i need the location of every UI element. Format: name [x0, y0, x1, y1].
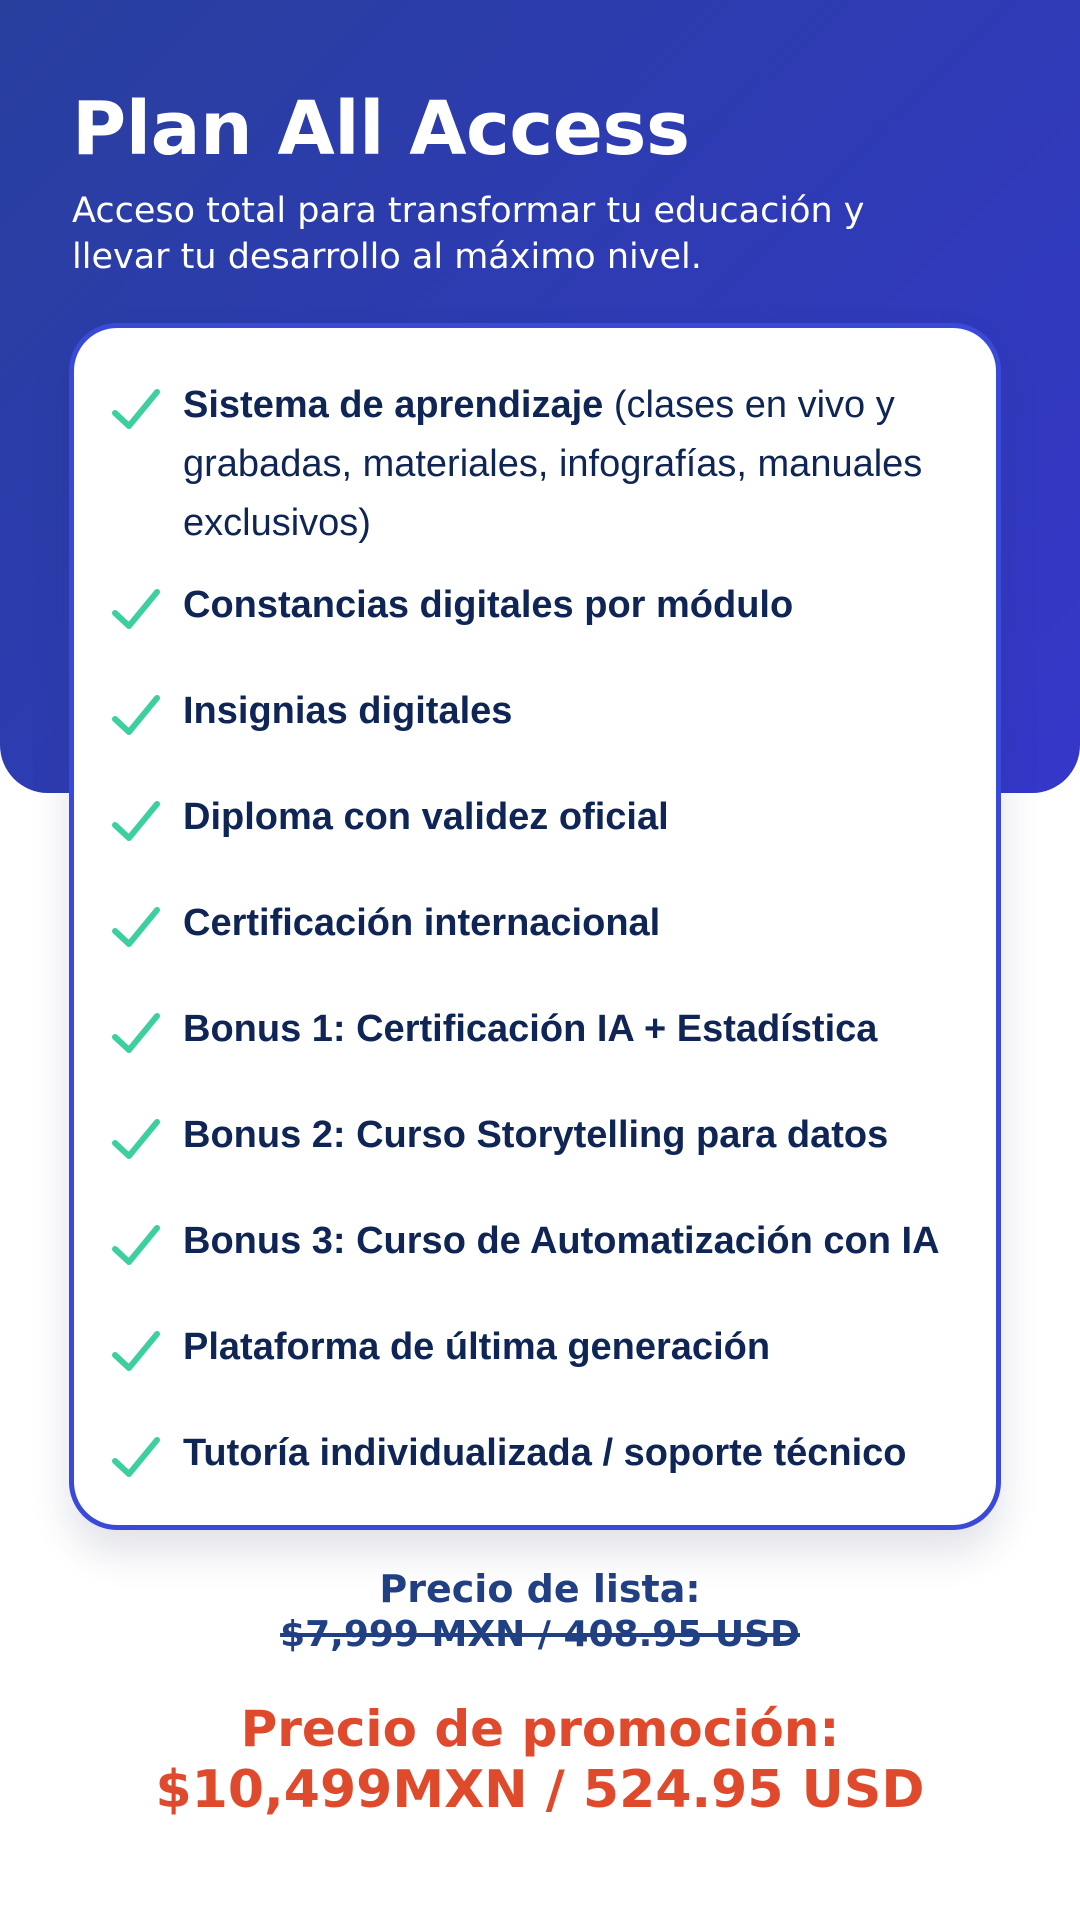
- promo-price-value: $10,499MXN / 524.95 USD: [155, 1760, 925, 1820]
- feature-text: [183, 1212, 973, 1271]
- check-icon: [110, 1220, 162, 1272]
- feature-text: [183, 1424, 973, 1483]
- page-title: Plan All Access: [72, 86, 690, 172]
- feature-title: Bonus 3: Curso de Automatización con IA: [183, 1220, 940, 1262]
- feature-title: Plataforma de última generación: [183, 1326, 771, 1368]
- check-icon: [110, 384, 162, 436]
- feature-text: [183, 1000, 973, 1059]
- check-icon: [110, 1008, 162, 1060]
- feature-text: [183, 1318, 973, 1377]
- features-card: [69, 323, 1001, 1530]
- check-icon: [110, 584, 162, 636]
- feature-title: Insignias digitales: [183, 690, 513, 732]
- feature-text: [183, 788, 973, 847]
- feature-title: Tutoría individualizada / soporte técnico: [183, 1432, 907, 1474]
- feature-title: Diploma con validez oficial: [183, 796, 669, 838]
- check-icon: [110, 1326, 162, 1378]
- check-icon: [110, 1432, 162, 1484]
- feature-text: [183, 576, 973, 635]
- check-icon: [110, 902, 162, 954]
- feature-title: Certificación internacional: [183, 902, 661, 944]
- page-subtitle: Acceso total para transformar tu educación y llevar tu desarrollo al máximo nivel.: [72, 191, 865, 277]
- feature-text: [183, 376, 973, 553]
- list-price-label: Precio de lista:: [379, 1567, 701, 1611]
- check-icon: [110, 796, 162, 848]
- feature-detail: (clases en vivo y grabadas, materiales, infografías, manuales exclusivos): [183, 384, 923, 544]
- feature-text: [183, 1106, 973, 1165]
- feature-title: Bonus 1: Certificación IA + Estadística: [183, 1008, 878, 1050]
- feature-title: Bonus 2: Curso Storytelling para datos: [183, 1114, 889, 1156]
- feature-title: Sistema de aprendizaje: [183, 384, 604, 426]
- check-icon: [110, 1114, 162, 1166]
- feature-text: [183, 682, 973, 741]
- check-icon: [110, 690, 162, 742]
- feature-text: [183, 894, 973, 953]
- promo-price-label: Precio de promoción:: [240, 1700, 840, 1758]
- list-price-value: $7,999 MXN / 408.95 USD: [280, 1614, 800, 1655]
- feature-title: Constancias digitales por módulo: [183, 584, 794, 626]
